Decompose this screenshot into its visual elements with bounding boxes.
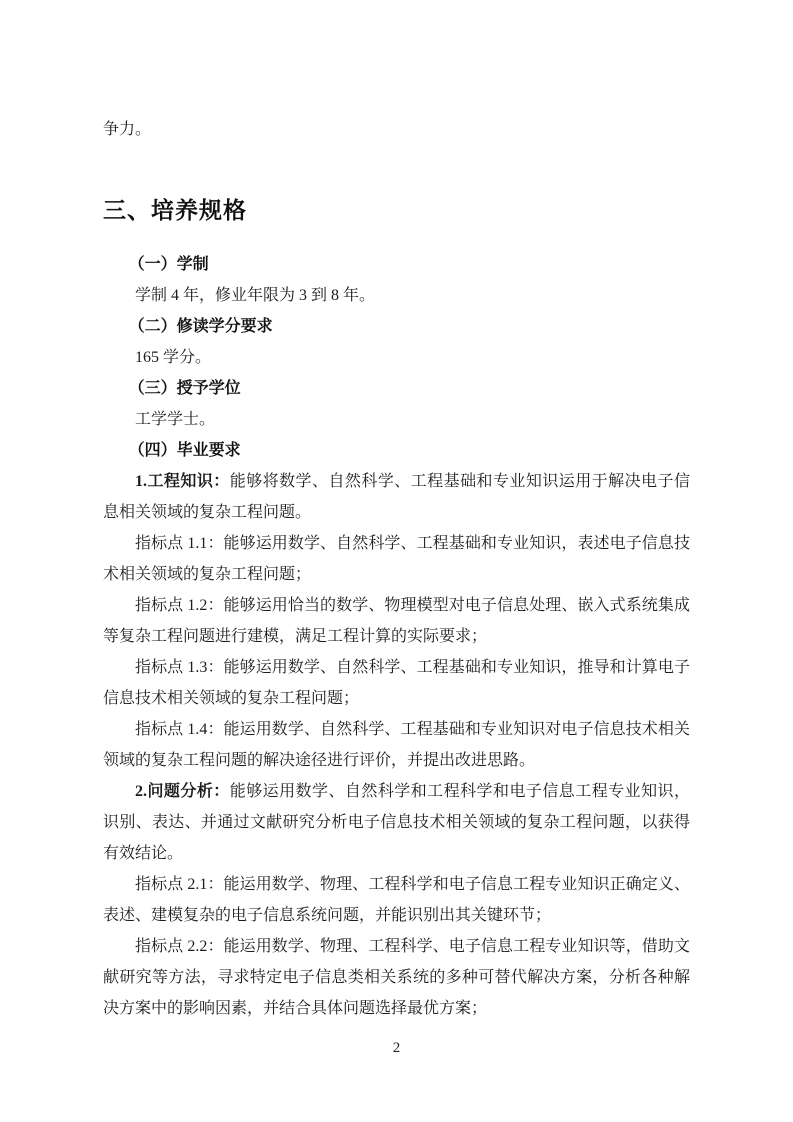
indicator-text-2-2: 指标点 2.2：能运用数学、物理、工程科学、电子信息工程专业知识等，借助文献研究等方法，寻求特定电子信息类相关系统的多种可替代解决方案，分析各种解决方案中的影响因素，并结合具体问题选择最优方案； bbox=[103, 938, 690, 1017]
paragraph-credits: 165 学分。 bbox=[135, 349, 212, 366]
subsection-heading-credits: （二）修读学分要求 bbox=[128, 318, 273, 335]
requirement-paragraph-1 bbox=[103, 466, 690, 528]
subsection-heading-degree: （三）授予学位 bbox=[128, 380, 241, 397]
indicator-text-1-2: 指标点 1.2：能够运用恰当的数学、物理模型对电子信息处理、嵌入式系统集成等复杂工程问题进行建模，满足工程计算的实际要求； bbox=[103, 597, 690, 645]
requirement-text-1: 能够将数学、自然科学、工程基础和专业知识运用于解决电子信息相关领域的复杂工程问题。 bbox=[103, 473, 690, 521]
indicator-paragraph-2-1 bbox=[103, 869, 690, 931]
indicator-text-1-3: 指标点 1.3：能够运用数学、自然科学、工程基础和专业知识，推导和计算电子信息技术相关领域的复杂工程问题； bbox=[103, 659, 690, 707]
requirement-label-2: 2.问题分析： bbox=[135, 783, 230, 800]
paragraph-schooling: 学制 4 年，修业年限为 3 到 8 年。 bbox=[135, 287, 376, 304]
indicator-paragraph-1-4 bbox=[103, 714, 690, 776]
page-number: 2 bbox=[392, 1040, 401, 1056]
requirement-label-1: 1.工程知识： bbox=[135, 473, 230, 490]
indicator-paragraph-1-1 bbox=[103, 528, 690, 590]
indicator-text-1-4: 指标点 1.4：能运用数学、自然科学、工程基础和专业知识对电子信息技术相关领域的复杂工程问题的解决途径进行评价，并提出改进思路。 bbox=[103, 721, 690, 769]
indicator-paragraph-2-2 bbox=[103, 931, 690, 1024]
indicator-paragraph-1-2 bbox=[103, 590, 690, 652]
paragraph-degree: 工学学士。 bbox=[135, 411, 216, 428]
indicator-text-2-1: 指标点 2.1：能运用数学、物理、工程科学和电子信息工程专业知识正确定义、表述、建模复杂的电子信息系统问题，并能识别出其关键环节； bbox=[103, 876, 690, 924]
section-heading: 三、培养规格 bbox=[103, 197, 247, 223]
subsection-heading-graduation-requirements: （四）毕业要求 bbox=[128, 442, 241, 459]
requirement-paragraph-2 bbox=[103, 776, 690, 869]
indicator-paragraph-1-3 bbox=[103, 652, 690, 714]
paragraph-continuation: 争力。 bbox=[103, 121, 152, 138]
requirement-text-2: 能够运用数学、自然科学和工程科学和电子信息工程专业知识，识别、表达、并通过文献研究分析电子信息技术相关领域的复杂工程问题，以获得有效结论。 bbox=[103, 783, 690, 862]
indicator-text-1-1: 指标点 1.1：能够运用数学、自然科学、工程基础和专业知识，表述电子信息技术相关领域的复杂工程问题； bbox=[103, 535, 690, 583]
subsection-heading-schooling: （一）学制 bbox=[128, 256, 209, 273]
